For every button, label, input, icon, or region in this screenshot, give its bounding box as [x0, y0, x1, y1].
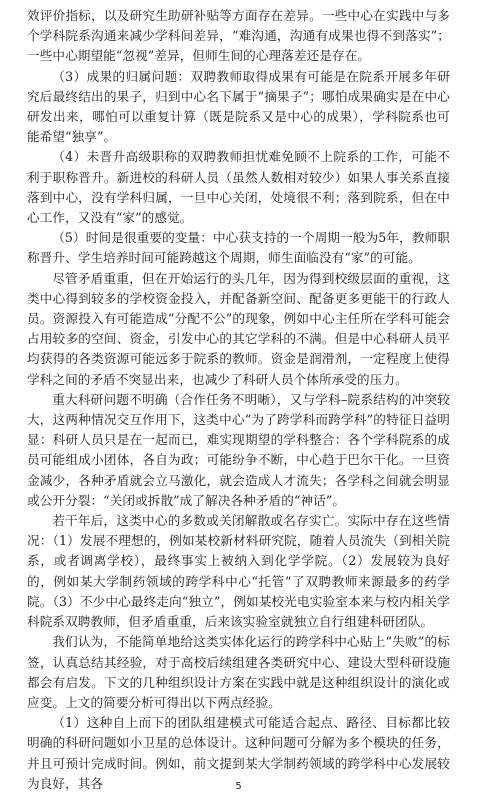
paragraph-4: （5）时间是很重要的变量：中心获支持的一个周期一般为5年，教师职称晋升、学生培养时间可能跨越这个周期，师生面临没有“家”的可能。: [27, 230, 450, 266]
paragraph-2: （3）成果的归属问题：双聘教师取得成果有可能是在院系开展多年研究后最终结出的果子，归到中心名下属于“摘果子”；哪怕成果确实是在中心研发出来，哪怕可以重复计算（既是院系又是中心的成果），学科院系也可能希望“独享”。: [27, 68, 450, 145]
paragraph-9: （1）这种自上而下的团队组建模式可能适合起点、路径、目标都比较明确的科研问题如小卫星的总体设计。这种问题可分解为多个模块的任务，并且可预计完成时间。例如，前文提到某大学制药领域的跨学科中心发展较为良好，其各: [27, 715, 450, 791]
paragraph-6: 重大科研问题不明确（合作任务不明晰），又与学科–院系结构的冲突较大，这两种情况交互作用下，这类中心“为了跨学科而跨学科”的特征日益明显：科研人员只是在一起而已，难实现期望的学科整合：各个学科院系的成员可能组成小团体，各自为政；可能纷争不断，中心趋于巴尔干化。一旦资金减少，各种矛盾就会立马激化，就会造成人才流失；各学科之间就会明显或公开分裂：“关闭或拆散”成了解决各种矛盾的“神话”。: [27, 391, 450, 508]
paragraph-5: 尽管矛盾重重，但在开始运行的头几年，因为得到校级层面的重视，这类中心得到较多的学校资金投入，并配备新空间、配备更多更能干的行政人员。资源投入有可能造成“分配不公”的现象，例如中心主任所在学科可能会占用较多的空间、资金，引发中心的其它学科的不满。但是中心科研人员平均获得的各类资源可能远多于院系的教师。资金是润滑剂，一定程度上使得学科之间的矛盾不突显出来，也减少了科研人员个体所承受的压力。: [27, 270, 450, 387]
page-number: 5: [235, 781, 242, 792]
paragraph-7: 若干年后，这类中心的多数或关闭解散或名存实亡。实际中存在这些情况：（1）发展不理想的，例如某校新材料研究院，随着人员流失（到相关院系，或者调离学校），最终事实上被纳入到化学学院。（2）发展较为良好的，例如某大学制药领域的跨学科中心“托管”了双聘教师来源最多的药学院。（3）不少中心最终走向“独立”，例如某校光电实验室本来与校内相关学科院系双聘教师，但矛盾重重，后来该实验室就独立自行组建科研团队。: [27, 513, 450, 630]
paragraph-8: 我们认为，不能简单地给这类实体化运行的跨学科中心贴上“失败”的标签，认真总结其经验，对于高校后续组建各类研究中心、建设大型科研设施都会有启发。下文的几种组织设计方案在实践中就是这种组织设计的演化或应变。上文的简要分析可得出以下两点经验。: [27, 634, 450, 710]
paragraph-1: 效评价指标，以及研究生助研补贴等方面存在差异。一些中心在实践中与多个学科院系沟通来减少学科间差异，“难沟通，沟通有成果也得不到落实”；一些中心期望能“忽视”差异，但师生间的心理落差还是存在。: [27, 8, 450, 64]
paragraph-3: （4）未晋升高级职称的双聘教师担忧难免顾不上院系的工作，可能不利于职称晋升。新进校的科研人员（虽然人数相对较少）如果人事关系直接落到中心，没有学科归属，一旦中心关闭，处境很不利；落到院系，但在中心工作，又没有“家”的感觉。: [27, 149, 450, 226]
